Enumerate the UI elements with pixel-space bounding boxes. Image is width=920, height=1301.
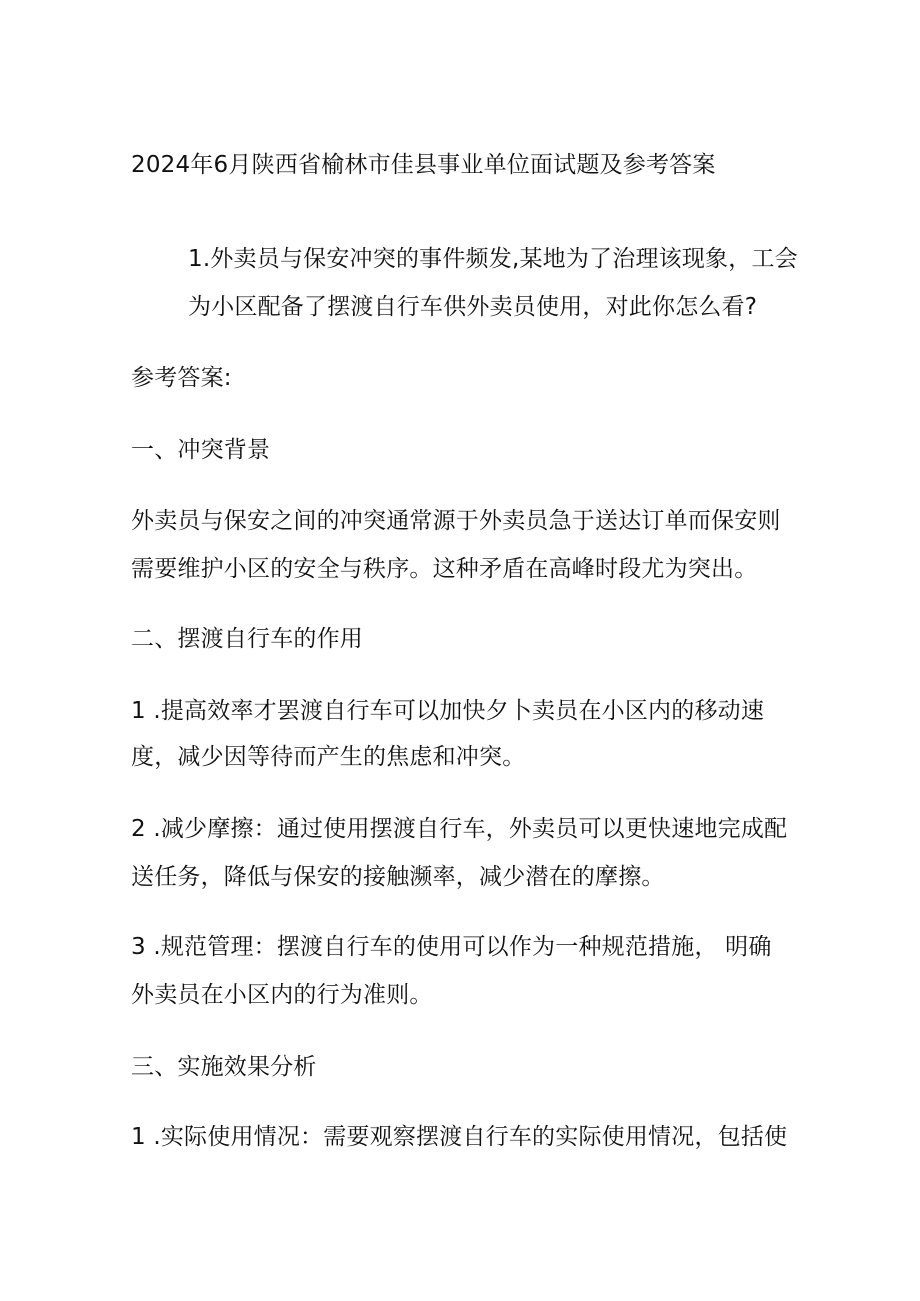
question-line-1: 1.外卖员与保安冲突的事件频发,某地为了治理该现象，工会	[188, 246, 798, 272]
list-item-line: 送任务，降低与保安的接触濒率，减少潜在的摩擦。	[131, 864, 665, 890]
section-heading: 二、摆渡自行车的作用	[131, 626, 363, 652]
paragraph-line: 外卖员与保安之间的冲突通常源于外卖员急于送达订单而保安则	[131, 508, 781, 534]
list-item-line: 3 .规范管理：摆渡自行车的使用可以作为一种规范措施， 明确	[131, 934, 772, 960]
question-line-2: 为小区配备了摆渡自行车供外卖员使用，对此你怎么看?	[188, 294, 758, 320]
section-heading: 三、实施效果分析	[131, 1054, 317, 1080]
paragraph-line: 需要维护小区的安全与秩序。这种矛盾在高峰时段尤为突出。	[131, 556, 758, 582]
list-item-line: 2 .减少摩擦：通过使用摆渡自行车，外卖员可以更快速地完成配	[131, 816, 788, 842]
list-item-line: 1 .实际使用情况：需要观察摆渡自行车的实际使用情况，包括使	[131, 1124, 788, 1150]
document-title: 2024年6月陕西省榆林市佳县事业单位面试题及参考答案	[131, 152, 716, 178]
list-item-line: 度，减少因等待而产生的焦虑和冲突。	[131, 744, 526, 770]
section-heading: 一、冲突背景	[131, 437, 271, 463]
list-item-line: 外卖员在小区内的行为准则。	[131, 982, 433, 1008]
answer-label: 参考答案:	[131, 365, 232, 391]
list-item-line: 1 .提高效率才罢渡自行车可以加快夕卜卖员在小区内的移动速	[131, 698, 765, 724]
